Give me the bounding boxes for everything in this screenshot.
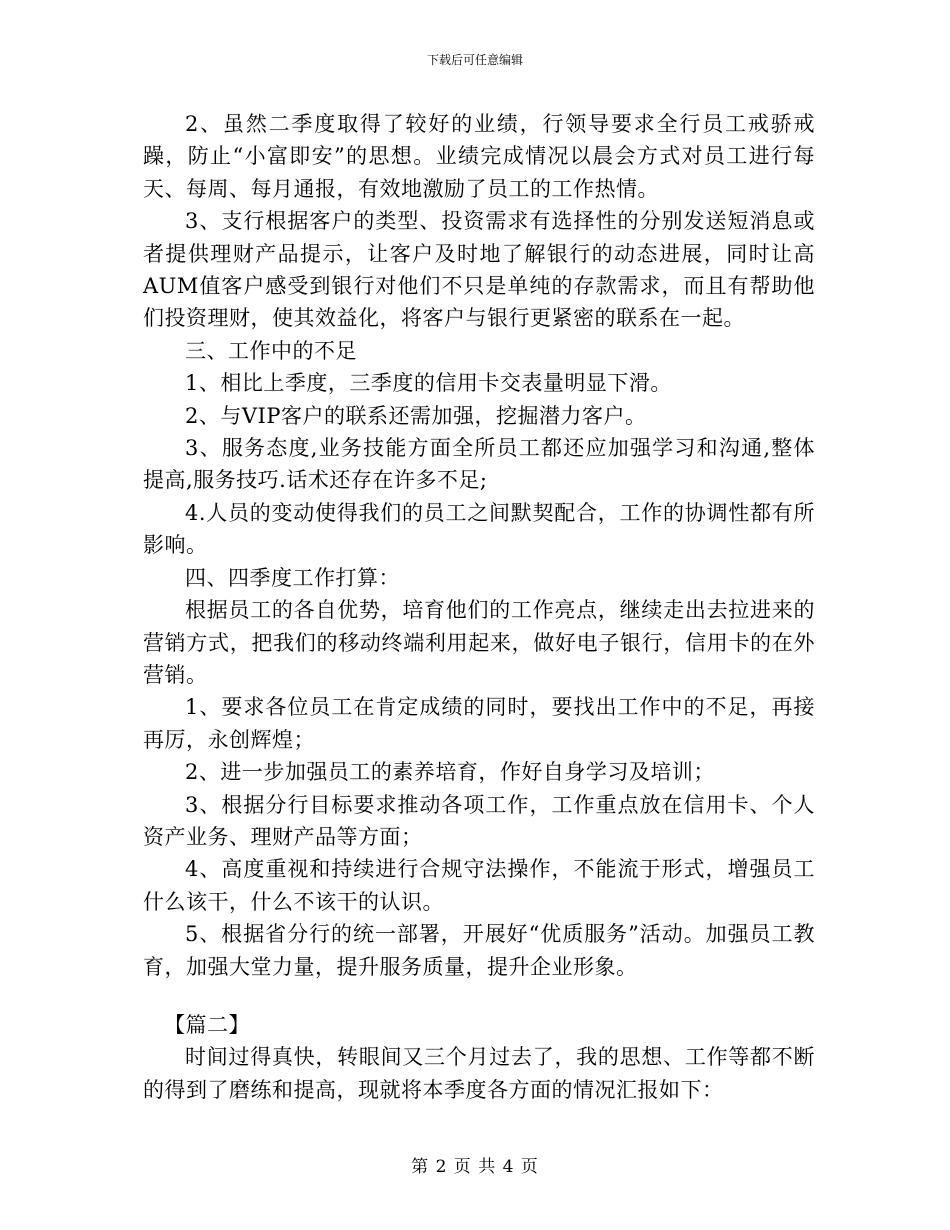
- paragraph: 2、与VIP客户的联系还需加强，挖掘潜力客户。: [185, 403, 647, 428]
- paragraph: 时间过得真快，转眼间又三个月过去了，我的思想、工作等都不断的得到了磨练和提高，现就将本季度各方面的情况汇报如下：: [143, 1045, 815, 1102]
- section-title: 【篇二】: [164, 1012, 250, 1037]
- page-footer: 第 2 页 共 4 页: [411, 1157, 539, 1177]
- paragraph: 根据员工的各自优势，培育他们的工作亮点，继续走出去拉进来的营销方式，把我们的移动终端利用起来，做好电子银行，信用卡的在外营销。: [143, 598, 815, 687]
- section-heading: 四、四季度工作打算：: [185, 565, 400, 590]
- document-body: [143, 108, 815, 1106]
- paragraph: 5、根据省分行的统一部署，开展好“优质服务”活动。加强员工教育，加强大堂力量，提升服务质量，提升企业形象。: [143, 922, 815, 979]
- paragraph: 3、服务态度,业务技能方面全所员工都还应加强学习和沟通,整体提高,服务技巧.话术还存在许多不足;: [143, 436, 815, 493]
- paragraph: 1、相比上季度，三季度的信用卡交表量明显下滑。: [185, 371, 672, 396]
- paragraph: 2、虽然二季度取得了较好的业绩，行领导要求全行员工戒骄戒躁，防止“小富即安”的思想。业绩完成情况以晨会方式对员工进行每天、每周、每月通报，有效地激励了员工的工作热情。: [143, 112, 815, 201]
- section-heading: 三、工作中的不足: [185, 338, 357, 363]
- paragraph: 2、进一步加强员工的素养培育，作好自身学习及培训；: [185, 760, 715, 785]
- paragraph: 3、根据分行目标要求推动各项工作，工作重点放在信用卡、个人资产业务、理财产品等方面；: [143, 792, 815, 849]
- paragraph: 3、支行根据客户的类型、投资需求有选择性的分别发送短消息或者提供理财产品提示，让客户及时地了解银行的动态进展，同时让高AUM值客户感受到银行对他们不只是单纯的存款需求，而且有帮助他们投资理财，使其效益化，将客户与银行更紧密的联系在一起。: [143, 209, 815, 331]
- paragraph: 1、要求各位员工在肯定成绩的同时，要找出工作中的不足，再接再厉，永创辉煌；: [143, 695, 815, 752]
- paragraph: 4、高度重视和持续进行合规守法操作，不能流于形式，增强员工什么该干，什么不该干的认识。: [143, 857, 815, 914]
- paragraph: 4.人员的变动使得我们的员工之间默契配合，工作的协调性都有所影响。: [143, 500, 815, 558]
- page-header: 下载后可任意编辑: [426, 53, 523, 67]
